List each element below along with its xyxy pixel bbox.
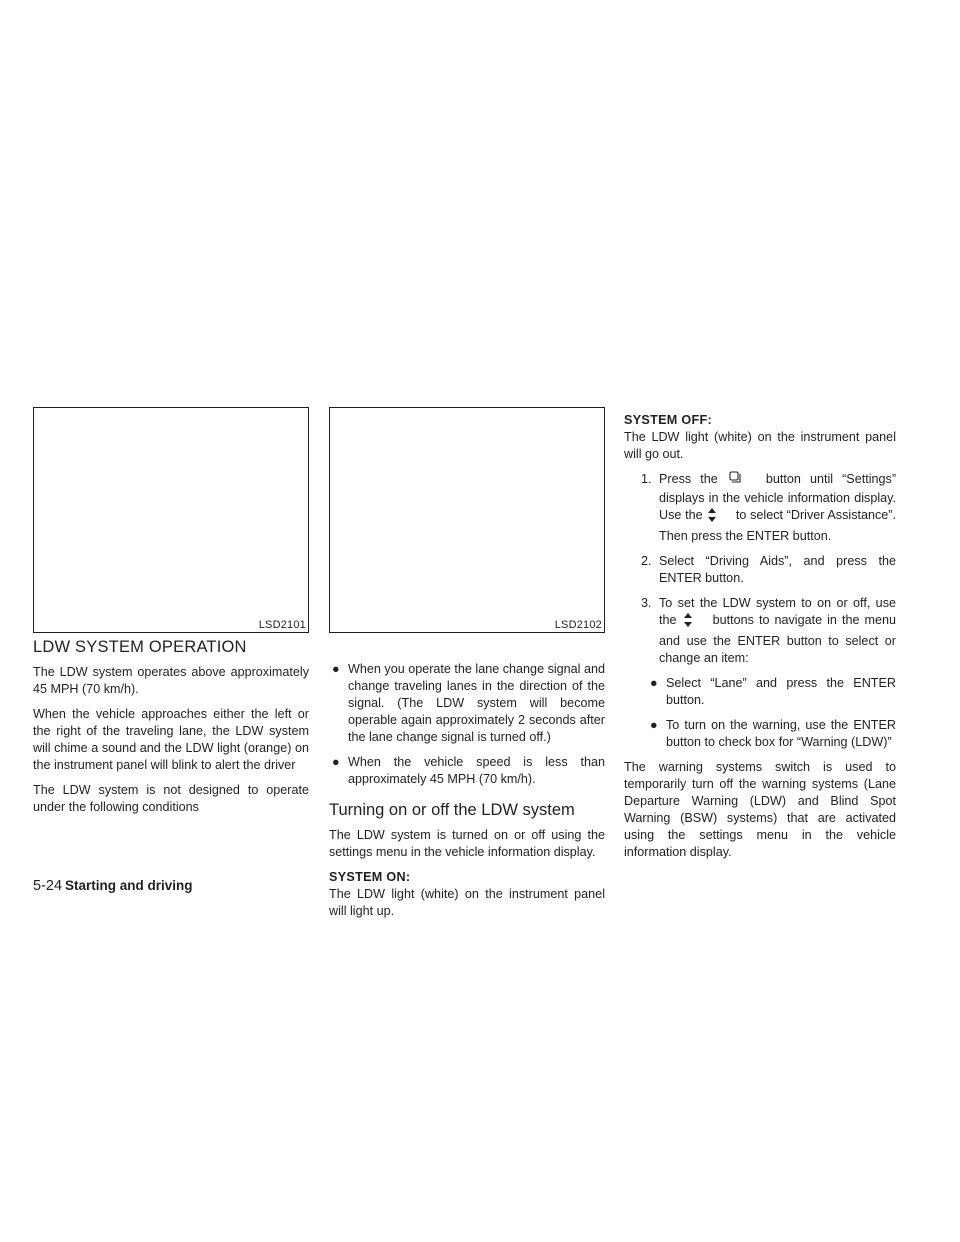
up-down-arrow-icon bbox=[682, 612, 694, 633]
step-3: 3. To set the LDW system to on or off, use the buttons to navigate in the menu and use the ENTER button to select or change an item: bbox=[641, 596, 897, 665]
paragraph: The LDW system is turned on or off using the settings menu in the vehicle information display. bbox=[329, 828, 605, 859]
list-item: ● When the vehicle speed is less than approximately 45 MPH (70 km/h). bbox=[332, 755, 605, 786]
figure-lsd2102 bbox=[329, 407, 605, 633]
figure-code: LSD2102 bbox=[554, 619, 602, 631]
bullet-icon: ● bbox=[332, 662, 340, 676]
page-footer bbox=[33, 877, 193, 895]
section-name: Starting and driving bbox=[65, 878, 193, 893]
bullet-icon: ● bbox=[332, 755, 340, 769]
paragraph: The warning systems switch is used to temporarily turn off the warning systems (Lane Departure Warning (LDW) and Blind Spot Warning (BSW) systems) that are activated using the settings menu in the vehicle information display. bbox=[624, 760, 896, 859]
step-number: 3. bbox=[641, 596, 652, 610]
step-number: 1. bbox=[641, 472, 652, 486]
paragraph: The LDW system is not designed to operate under the following conditions bbox=[33, 783, 309, 814]
system-on-label: SYSTEM ON: bbox=[329, 870, 411, 884]
step-2: 2. Select “Driving Aids”, and press the ENTER button. bbox=[641, 554, 896, 585]
section-heading: LDW SYSTEM OPERATION bbox=[33, 638, 247, 656]
paragraph: The LDW light (white) on the instrument panel will go out. bbox=[624, 430, 896, 461]
list-item: ● When you operate the lane change signal and change traveling lanes in the direction of the signal. (The LDW system will become operable again approximately 2 seconds after the lane change signal is turned off.) bbox=[332, 662, 605, 744]
menu-button-icon bbox=[727, 471, 743, 490]
column-3 bbox=[624, 412, 896, 869]
step-1: 1. Press the button until “Settings” displays in the vehicle information display. Use the to select “Driver Assistance”. Then press the ENTER button. bbox=[641, 472, 897, 543]
list-item: ● To turn on the warning, use the ENTER button to check box for “Warning (LDW)” bbox=[650, 718, 896, 749]
system-off-label: SYSTEM OFF: bbox=[624, 413, 712, 427]
page-number: 5-24 bbox=[33, 878, 63, 894]
paragraph: When the vehicle approaches either the left or the right of the traveling lane, the LDW system will chime a sound and the LDW light (orange) on the instrument panel will blink to alert the driver bbox=[33, 707, 309, 772]
bullet-icon: ● bbox=[650, 718, 658, 732]
list-item: ● Select “Lane” and press the ENTER button. bbox=[650, 676, 896, 707]
step-number: 2. bbox=[641, 554, 652, 568]
subsection-heading: Turning on or off the LDW system bbox=[329, 801, 575, 819]
paragraph: The LDW light (white) on the instrument panel will light up. bbox=[329, 887, 605, 918]
column-2 bbox=[329, 661, 605, 928]
bullet-icon: ● bbox=[650, 676, 658, 690]
figure-lsd2101 bbox=[33, 407, 309, 633]
column-1 bbox=[33, 637, 309, 824]
paragraph: The LDW system operates above approximately 45 MPH (70 km/h). bbox=[33, 665, 309, 696]
up-down-arrow-icon bbox=[706, 507, 718, 528]
figure-code: LSD2101 bbox=[258, 619, 306, 631]
